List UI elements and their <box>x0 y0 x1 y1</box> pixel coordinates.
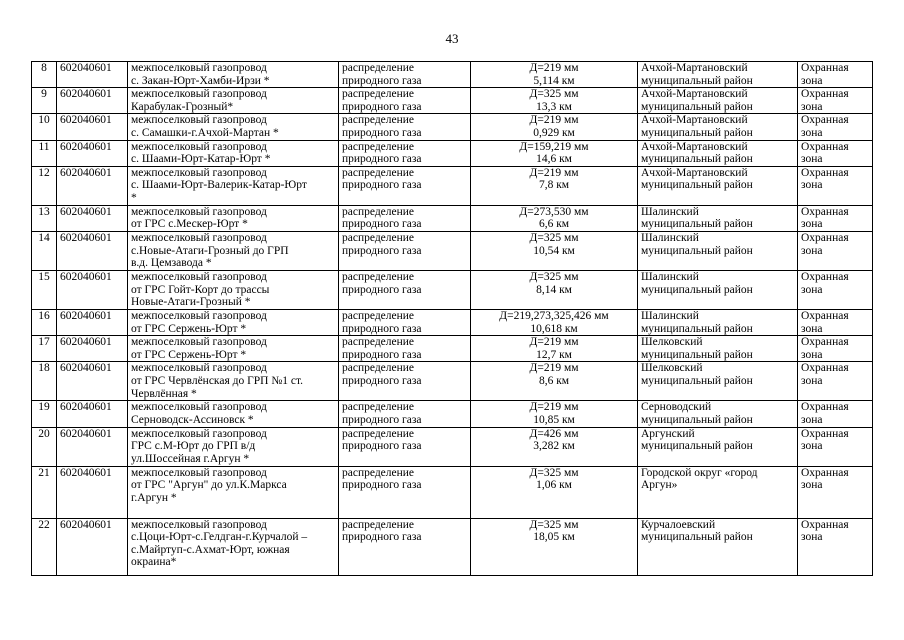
row-number: 16 <box>32 309 57 335</box>
row-name-line: межпоселковый газопровод <box>131 140 267 153</box>
row-zone: Охранная зона <box>798 166 873 205</box>
row-name-line: с.Цоци-Юрт-с.Гелдган-г.Курчалой – <box>131 531 308 544</box>
page-number: 43 <box>445 31 459 46</box>
row-parameters-line: Д=219 мм <box>529 401 579 414</box>
row-parameters <box>471 427 638 466</box>
row-name <box>128 114 339 140</box>
row-purpose <box>339 88 471 114</box>
row-purpose-line: распределение <box>342 270 415 283</box>
row-zone: Охранная зона <box>798 518 873 575</box>
row-purpose <box>339 336 471 362</box>
row-code: 602040601 <box>57 309 128 335</box>
row-district-line: Серноводский <box>641 401 712 414</box>
row-name-line: межпоселковый газопровод <box>131 336 267 349</box>
row-code: 602040601 <box>57 140 128 166</box>
row-number: 22 <box>32 518 57 575</box>
row-name-line: Серноводск-Ассиновск * <box>131 413 254 426</box>
row-parameters-line: 10,85 км <box>533 413 575 426</box>
table-body <box>32 62 873 576</box>
row-purpose <box>339 401 471 427</box>
row-purpose <box>339 270 471 309</box>
row-number: 10 <box>32 114 57 140</box>
row-number: 13 <box>32 205 57 231</box>
row-purpose-line: природного газа <box>342 283 422 296</box>
row-purpose <box>339 362 471 401</box>
row-number: 14 <box>32 231 57 270</box>
row-zone: Охранная зона <box>798 401 873 427</box>
row-parameters-line: 5,114 км <box>533 74 575 87</box>
row-name <box>128 166 339 205</box>
row-district-line: Ачхой-Мартановский <box>641 88 748 101</box>
row-parameters-line: 7,8 км <box>538 179 570 192</box>
row-district-line: муниципальный район <box>641 374 753 387</box>
row-parameters-line: 12,7 км <box>536 348 572 361</box>
row-purpose-line: распределение <box>342 88 415 101</box>
row-purpose <box>339 518 471 575</box>
row-purpose-line: распределение <box>342 309 415 322</box>
registry-table <box>31 61 873 576</box>
row-zone: Охранная зона <box>798 205 873 231</box>
row-zone: Охранная зона <box>798 140 873 166</box>
row-district-line: Ачхой-Мартановский <box>641 114 748 127</box>
row-parameters-line: 8,14 км <box>536 283 572 296</box>
row-district-line: Аргунский <box>641 427 695 440</box>
row-number: 9 <box>32 88 57 114</box>
row-code: 602040601 <box>57 88 128 114</box>
row-district-line: муниципальный район <box>641 244 753 257</box>
row-code: 602040601 <box>57 427 128 466</box>
row-purpose <box>339 427 471 466</box>
row-parameters-line: 14,6 км <box>536 153 572 166</box>
row-purpose-line: распределение <box>342 114 415 127</box>
row-district <box>638 140 798 166</box>
row-district-line: Шалинский <box>641 309 699 322</box>
row-zone: Охранная зона <box>798 362 873 401</box>
row-parameters-line: Д=219,273,325,426 мм <box>499 309 609 322</box>
row-parameters-line: Д=325 мм <box>529 518 579 531</box>
row-purpose-line: природного газа <box>342 218 422 231</box>
row-name-line: межпоселковый газопровод <box>131 231 267 244</box>
row-zone: Охранная зона <box>798 427 873 466</box>
table-row <box>32 309 873 335</box>
row-zone: Охранная зона <box>798 62 873 88</box>
row-purpose <box>339 140 471 166</box>
row-zone: Охранная зона <box>798 114 873 140</box>
row-district <box>638 309 798 335</box>
row-district-line: муниципальный район <box>641 179 753 192</box>
row-code: 602040601 <box>57 231 128 270</box>
row-district <box>638 166 798 205</box>
row-parameters <box>471 88 638 114</box>
row-zone: Охранная зона <box>798 270 873 309</box>
row-parameters-line: Д=325 мм <box>529 466 579 479</box>
row-parameters-line: 18,05 км <box>533 531 575 544</box>
row-name-line: ул.Шоссейная г.Аргун * <box>131 452 250 465</box>
row-purpose-line: распределение <box>342 166 415 179</box>
row-name <box>128 88 339 114</box>
row-parameters <box>471 309 638 335</box>
row-name <box>128 309 339 335</box>
row-parameters-line: Д=219 мм <box>529 114 579 127</box>
row-district <box>638 401 798 427</box>
row-name-line: * <box>131 191 137 204</box>
row-name-line: г.Аргун * <box>131 491 177 504</box>
row-district-line: муниципальный район <box>641 440 753 453</box>
row-name-line: межпоселковый газопровод <box>131 466 267 479</box>
table-row <box>32 205 873 231</box>
row-parameters <box>471 362 638 401</box>
row-purpose-line: природного газа <box>342 374 422 387</box>
table-row <box>32 231 873 270</box>
row-name <box>128 427 339 466</box>
row-district-line: Ачхой-Мартановский <box>641 166 748 179</box>
row-purpose-line: природного газа <box>342 348 422 361</box>
row-parameters <box>471 270 638 309</box>
row-name-line: с. Шаами-Юрт-Катар-Юрт * <box>131 153 271 166</box>
row-purpose-line: природного газа <box>342 413 422 426</box>
row-purpose <box>339 166 471 205</box>
row-number: 18 <box>32 362 57 401</box>
row-district <box>638 518 798 575</box>
row-name-line: межпоселковый газопровод <box>131 205 267 218</box>
table-row <box>32 140 873 166</box>
row-zone: Охранная зона <box>798 336 873 362</box>
row-parameters <box>471 401 638 427</box>
row-parameters-line: Д=325 мм <box>529 270 579 283</box>
row-district-line: муниципальный район <box>641 283 753 296</box>
row-code: 602040601 <box>57 362 128 401</box>
row-purpose-line: распределение <box>342 140 415 153</box>
row-district-line: Курчалоевский <box>641 518 716 531</box>
row-code: 602040601 <box>57 114 128 140</box>
row-district <box>638 205 798 231</box>
row-number: 12 <box>32 166 57 205</box>
row-number: 21 <box>32 466 57 518</box>
row-name <box>128 270 339 309</box>
table-row <box>32 270 873 309</box>
row-name-line: окраина* <box>131 556 177 569</box>
row-code: 602040601 <box>57 518 128 575</box>
row-code: 602040601 <box>57 336 128 362</box>
row-name-line: с. Самашки-г.Ачхой-Мартан * <box>131 126 279 139</box>
row-parameters-line: 1,06 км <box>536 479 572 492</box>
row-purpose-line: природного газа <box>342 153 422 166</box>
row-parameters-line: Д=219 мм <box>529 362 579 375</box>
row-district <box>638 466 798 518</box>
row-name-line: межпоселковый газопровод <box>131 62 267 74</box>
row-name-line: межпоселковый газопровод <box>131 309 267 322</box>
row-number: 20 <box>32 427 57 466</box>
row-purpose-line: распределение <box>342 62 415 74</box>
row-name-line: Новые-Атаги-Грозный * <box>131 296 251 309</box>
row-number: 8 <box>32 62 57 88</box>
row-district <box>638 231 798 270</box>
row-parameters-line: Д=426 мм <box>529 427 579 440</box>
table-row <box>32 518 873 575</box>
row-parameters-line: Д=219 мм <box>529 336 579 349</box>
row-district-line: Шелковский <box>641 362 703 375</box>
row-district-line: Шалинский <box>641 270 699 283</box>
row-purpose-line: природного газа <box>342 179 422 192</box>
row-name <box>128 62 339 88</box>
row-code: 602040601 <box>57 270 128 309</box>
row-name-line: межпоселковый газопровод <box>131 88 267 101</box>
row-purpose-line: распределение <box>342 466 415 479</box>
row-purpose-line: распределение <box>342 518 415 531</box>
row-name <box>128 336 339 362</box>
row-code: 602040601 <box>57 166 128 205</box>
row-district <box>638 362 798 401</box>
table-row <box>32 466 873 518</box>
row-parameters <box>471 231 638 270</box>
row-zone: Охранная зона <box>798 88 873 114</box>
row-parameters <box>471 205 638 231</box>
row-district <box>638 62 798 88</box>
row-name-line: межпоселковый газопровод <box>131 401 267 414</box>
row-parameters-line: Д=219 мм <box>529 166 579 179</box>
row-name <box>128 140 339 166</box>
row-name-line: от ГРС Гойт-Корт до трассы <box>131 283 270 296</box>
table-row <box>32 336 873 362</box>
row-purpose <box>339 205 471 231</box>
row-number: 15 <box>32 270 57 309</box>
row-name <box>128 466 339 518</box>
row-parameters-line: 8,6 км <box>538 374 570 387</box>
row-code: 602040601 <box>57 466 128 518</box>
row-parameters <box>471 518 638 575</box>
row-name-line: с.Майртуп-с.Ахмат-Юрт, южная <box>131 543 290 556</box>
row-code: 602040601 <box>57 401 128 427</box>
row-name-line: от ГРС Сержень-Юрт * <box>131 322 247 335</box>
table-row <box>32 88 873 114</box>
row-name-line: с. Шаами-Юрт-Валерик-Катар-Юрт <box>131 179 307 192</box>
row-code: 602040601 <box>57 62 128 88</box>
row-district-line: муниципальный район <box>641 153 753 166</box>
row-parameters-line: Д=273,530 мм <box>519 205 589 218</box>
row-name-line: межпоселковый газопровод <box>131 114 267 127</box>
row-district <box>638 88 798 114</box>
row-district-line: муниципальный район <box>641 100 753 113</box>
row-name-line: межпоселковый газопровод <box>131 518 267 531</box>
row-zone: Охранная зона <box>798 231 873 270</box>
row-district-line: Аргун» <box>641 479 678 492</box>
row-name <box>128 231 339 270</box>
row-district-line: муниципальный район <box>641 348 753 361</box>
row-number: 17 <box>32 336 57 362</box>
row-name-line: межпоселковый газопровод <box>131 166 267 179</box>
row-purpose-line: распределение <box>342 401 415 414</box>
row-parameters-line: 10,618 км <box>530 322 578 335</box>
row-purpose-line: природного газа <box>342 126 422 139</box>
row-purpose-line: распределение <box>342 231 415 244</box>
table-row <box>32 114 873 140</box>
row-parameters <box>471 466 638 518</box>
row-zone: Охранная зона <box>798 466 873 518</box>
row-name-line: Карабулак-Грозный* <box>131 100 234 113</box>
row-name <box>128 518 339 575</box>
row-district-line: муниципальный район <box>641 531 753 544</box>
row-district-line: муниципальный район <box>641 218 753 231</box>
row-district <box>638 114 798 140</box>
row-zone: Охранная зона <box>798 309 873 335</box>
table-row <box>32 427 873 466</box>
row-code: 602040601 <box>57 205 128 231</box>
row-name-line: с. Закан-Юрт-Хамби-Ирзи * <box>131 74 270 87</box>
row-parameters <box>471 140 638 166</box>
row-name-line: межпоселковый газопровод <box>131 270 267 283</box>
row-purpose-line: природного газа <box>342 531 422 544</box>
row-parameters <box>471 114 638 140</box>
row-purpose <box>339 62 471 88</box>
row-name-line: ГРС с.М-Юрт до ГРП в/д <box>131 440 256 453</box>
row-number: 19 <box>32 401 57 427</box>
row-parameters <box>471 62 638 88</box>
row-district-line: муниципальный район <box>641 74 753 87</box>
row-parameters-line: 6,6 км <box>538 218 570 231</box>
row-name-line: межпоселковый газопровод <box>131 362 267 375</box>
row-number: 11 <box>32 140 57 166</box>
row-name-line: от ГРС с.Мескер-Юрт * <box>131 218 248 231</box>
row-purpose-line: распределение <box>342 362 415 375</box>
row-purpose <box>339 114 471 140</box>
row-district <box>638 336 798 362</box>
row-district-line: Шалинский <box>641 205 699 218</box>
row-purpose-line: природного газа <box>342 100 422 113</box>
row-name-line: межпоселковый газопровод <box>131 427 267 440</box>
row-district-line: муниципальный район <box>641 322 753 335</box>
row-parameters-line: 0,929 км <box>533 126 575 139</box>
row-parameters-line: 10,54 км <box>533 244 575 257</box>
row-name <box>128 362 339 401</box>
row-name-line: от ГРС "Аргун" до ул.К.Маркса <box>131 479 287 492</box>
row-parameters-line: Д=325 мм <box>529 231 579 244</box>
row-name <box>128 205 339 231</box>
row-purpose-line: распределение <box>342 205 415 218</box>
row-purpose-line: природного газа <box>342 244 422 257</box>
row-parameters <box>471 166 638 205</box>
row-district-line: Шалинский <box>641 231 699 244</box>
row-name-line: Червлённая * <box>131 387 197 400</box>
row-name-line: от ГРС Сержень-Юрт * <box>131 348 247 361</box>
row-purpose-line: природного газа <box>342 440 422 453</box>
row-parameters-line: 13,3 км <box>536 100 572 113</box>
row-district <box>638 427 798 466</box>
row-parameters-line: Д=159,219 мм <box>519 140 589 153</box>
row-district-line: муниципальный район <box>641 126 753 139</box>
table-row <box>32 401 873 427</box>
row-district-line: Шелковский <box>641 336 703 349</box>
table-row <box>32 166 873 205</box>
row-district-line: Ачхой-Мартановский <box>641 62 748 74</box>
row-name <box>128 401 339 427</box>
row-parameters-line: 3,282 км <box>533 440 575 453</box>
row-purpose <box>339 466 471 518</box>
row-parameters-line: Д=219 мм <box>529 62 579 74</box>
row-name-line: от ГРС Червлёнская до ГРП №1 ст. <box>131 374 304 387</box>
table-row <box>32 62 873 88</box>
row-name-line: в.д. Цемзавода * <box>131 257 212 270</box>
row-purpose-line: природного газа <box>342 479 422 492</box>
table-row <box>32 362 873 401</box>
row-purpose-line: распределение <box>342 427 415 440</box>
row-purpose-line: распределение <box>342 336 415 349</box>
row-district <box>638 270 798 309</box>
row-purpose-line: природного газа <box>342 322 422 335</box>
row-district-line: Ачхой-Мартановский <box>641 140 748 153</box>
row-name-line: с.Новые-Атаги-Грозный до ГРП <box>131 244 289 257</box>
row-purpose <box>339 231 471 270</box>
row-parameters <box>471 336 638 362</box>
row-purpose <box>339 309 471 335</box>
row-parameters-line: Д=325 мм <box>529 88 579 101</box>
row-district-line: муниципальный район <box>641 413 753 426</box>
row-district-line: Городской округ «город <box>641 466 758 479</box>
row-purpose-line: природного газа <box>342 74 422 87</box>
